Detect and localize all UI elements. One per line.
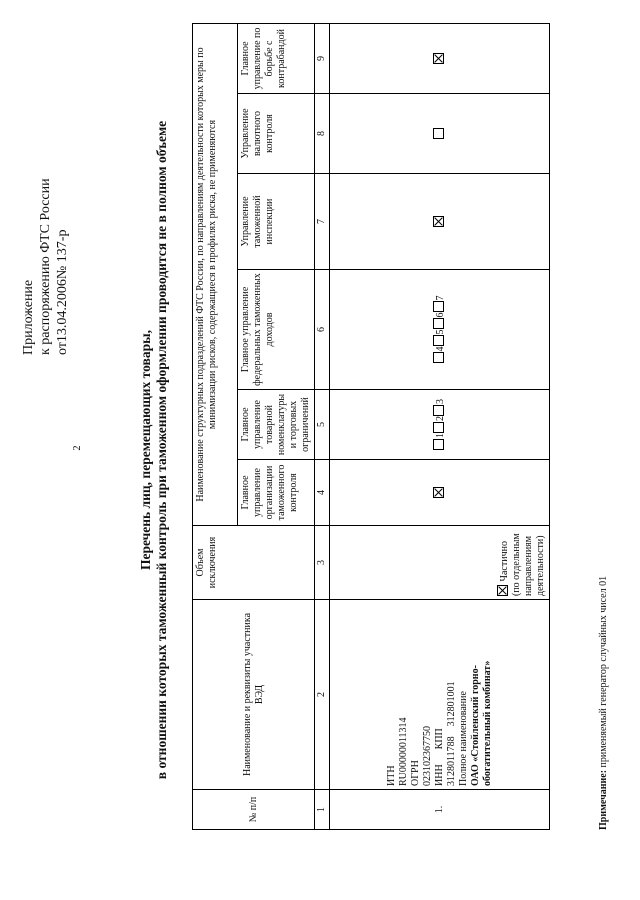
option-7-label: 7 (434, 295, 446, 301)
option-6-checkbox[interactable] (433, 319, 444, 330)
column-number-row (315, 24, 330, 830)
ogrn-value: 023102367750 (421, 726, 433, 786)
option-5-checkbox[interactable] (433, 336, 444, 347)
option-4-checkbox[interactable] (433, 353, 444, 364)
table-row (330, 24, 550, 830)
header-participant: Наименование и реквизиты участника ВЭД (193, 600, 315, 790)
column-number: 6 (315, 270, 330, 390)
inn-kpp-label: ИНН КПП (433, 728, 445, 786)
appendix-line-3: от13.04.2006№ 137-р (55, 229, 70, 355)
appendix-block (20, 155, 71, 355)
option-7-checkbox[interactable] (433, 302, 444, 313)
header-dept-9: Главное управление по борьбе с контрабандой (238, 24, 315, 94)
column-number: 1 (315, 790, 330, 830)
header-scope: Объем исключения (193, 526, 315, 600)
company-name: ОАО «Стойленский горно-обогатительный комбинат» (469, 660, 493, 786)
itn-label: ИТН (385, 765, 397, 786)
column-number: 5 (315, 390, 330, 460)
header-dept-5: Главное управление товарной номенклатуры и торговых ограничений (238, 390, 315, 460)
option-5-label: 5 (434, 329, 446, 335)
column-number: 9 (315, 24, 330, 94)
column-number: 8 (315, 94, 330, 174)
scope-cell (330, 526, 550, 600)
header-num: № п/п (193, 790, 315, 830)
option-1-label: 1 (434, 433, 446, 438)
inn-kpp-value: 3128011788 312801001 (445, 681, 457, 786)
title-line-2: в отношении которых таможенный контроль при таможенном оформлении проводится не в полном объеме (154, 120, 169, 780)
dept-9-cell (330, 24, 550, 94)
full-name-label: Полное наименование (457, 691, 469, 786)
dept-8-cell (330, 94, 550, 174)
ogrn-label: ОГРН (409, 760, 421, 786)
option-2-checkbox[interactable] (433, 422, 444, 433)
note-text: применяемый генератор случайных чисел 01 (598, 575, 609, 770)
column-number: 7 (315, 174, 330, 270)
option-1-checkbox[interactable] (433, 439, 444, 450)
dept-9-checkbox[interactable] (433, 54, 444, 65)
option-3-checkbox[interactable] (433, 405, 444, 416)
dept-4-checkbox[interactable] (433, 488, 444, 499)
dept-4-cell (330, 460, 550, 526)
header-dept-6: Главное управление федеральных таможенных доходов (238, 270, 315, 390)
participant-details (330, 600, 550, 790)
itn-value: RU00000011314 (397, 717, 409, 786)
row-number: 1. (330, 790, 550, 830)
dept-5-cell (330, 390, 550, 460)
dept-6-cell (330, 270, 550, 390)
note-label: Примечание: (598, 769, 609, 830)
header-dept-4: Главное управление организации таможенного контроля (238, 460, 315, 526)
option-2-label: 2 (434, 416, 446, 421)
page-number: 2 (72, 445, 83, 451)
scope-checkbox[interactable] (497, 585, 508, 596)
header-departments-group: Наименование структурных подразделений ФТС России, по направлениям деятельности которых меры по минимизации рисков, содержащиеся в профилях риска, не применяются (193, 24, 238, 526)
dept-8-checkbox[interactable] (433, 129, 444, 140)
footnote (598, 576, 609, 830)
dept-7-cell (330, 174, 550, 270)
document-title (138, 90, 170, 810)
header-dept-8: Управление валютного контроля (238, 94, 315, 174)
dept-7-checkbox[interactable] (433, 217, 444, 228)
header-dept-7: Управление таможенной инспекции (238, 174, 315, 270)
column-number: 4 (315, 460, 330, 526)
scope-text: Частично (по отдельным направлениям деятельности) (499, 533, 546, 596)
option-3-label: 3 (434, 399, 446, 404)
appendix-line-2: к распоряжению ФТС России (38, 178, 53, 355)
column-number: 2 (315, 600, 330, 790)
column-number: 3 (315, 526, 330, 600)
appendix-line-1: Приложение (21, 279, 36, 355)
title-line-1: Перечень лиц, перемещающих товары, (138, 330, 153, 570)
option-6-label: 6 (434, 312, 446, 318)
exclusions-table (192, 23, 550, 830)
option-4-label: 4 (434, 346, 446, 352)
